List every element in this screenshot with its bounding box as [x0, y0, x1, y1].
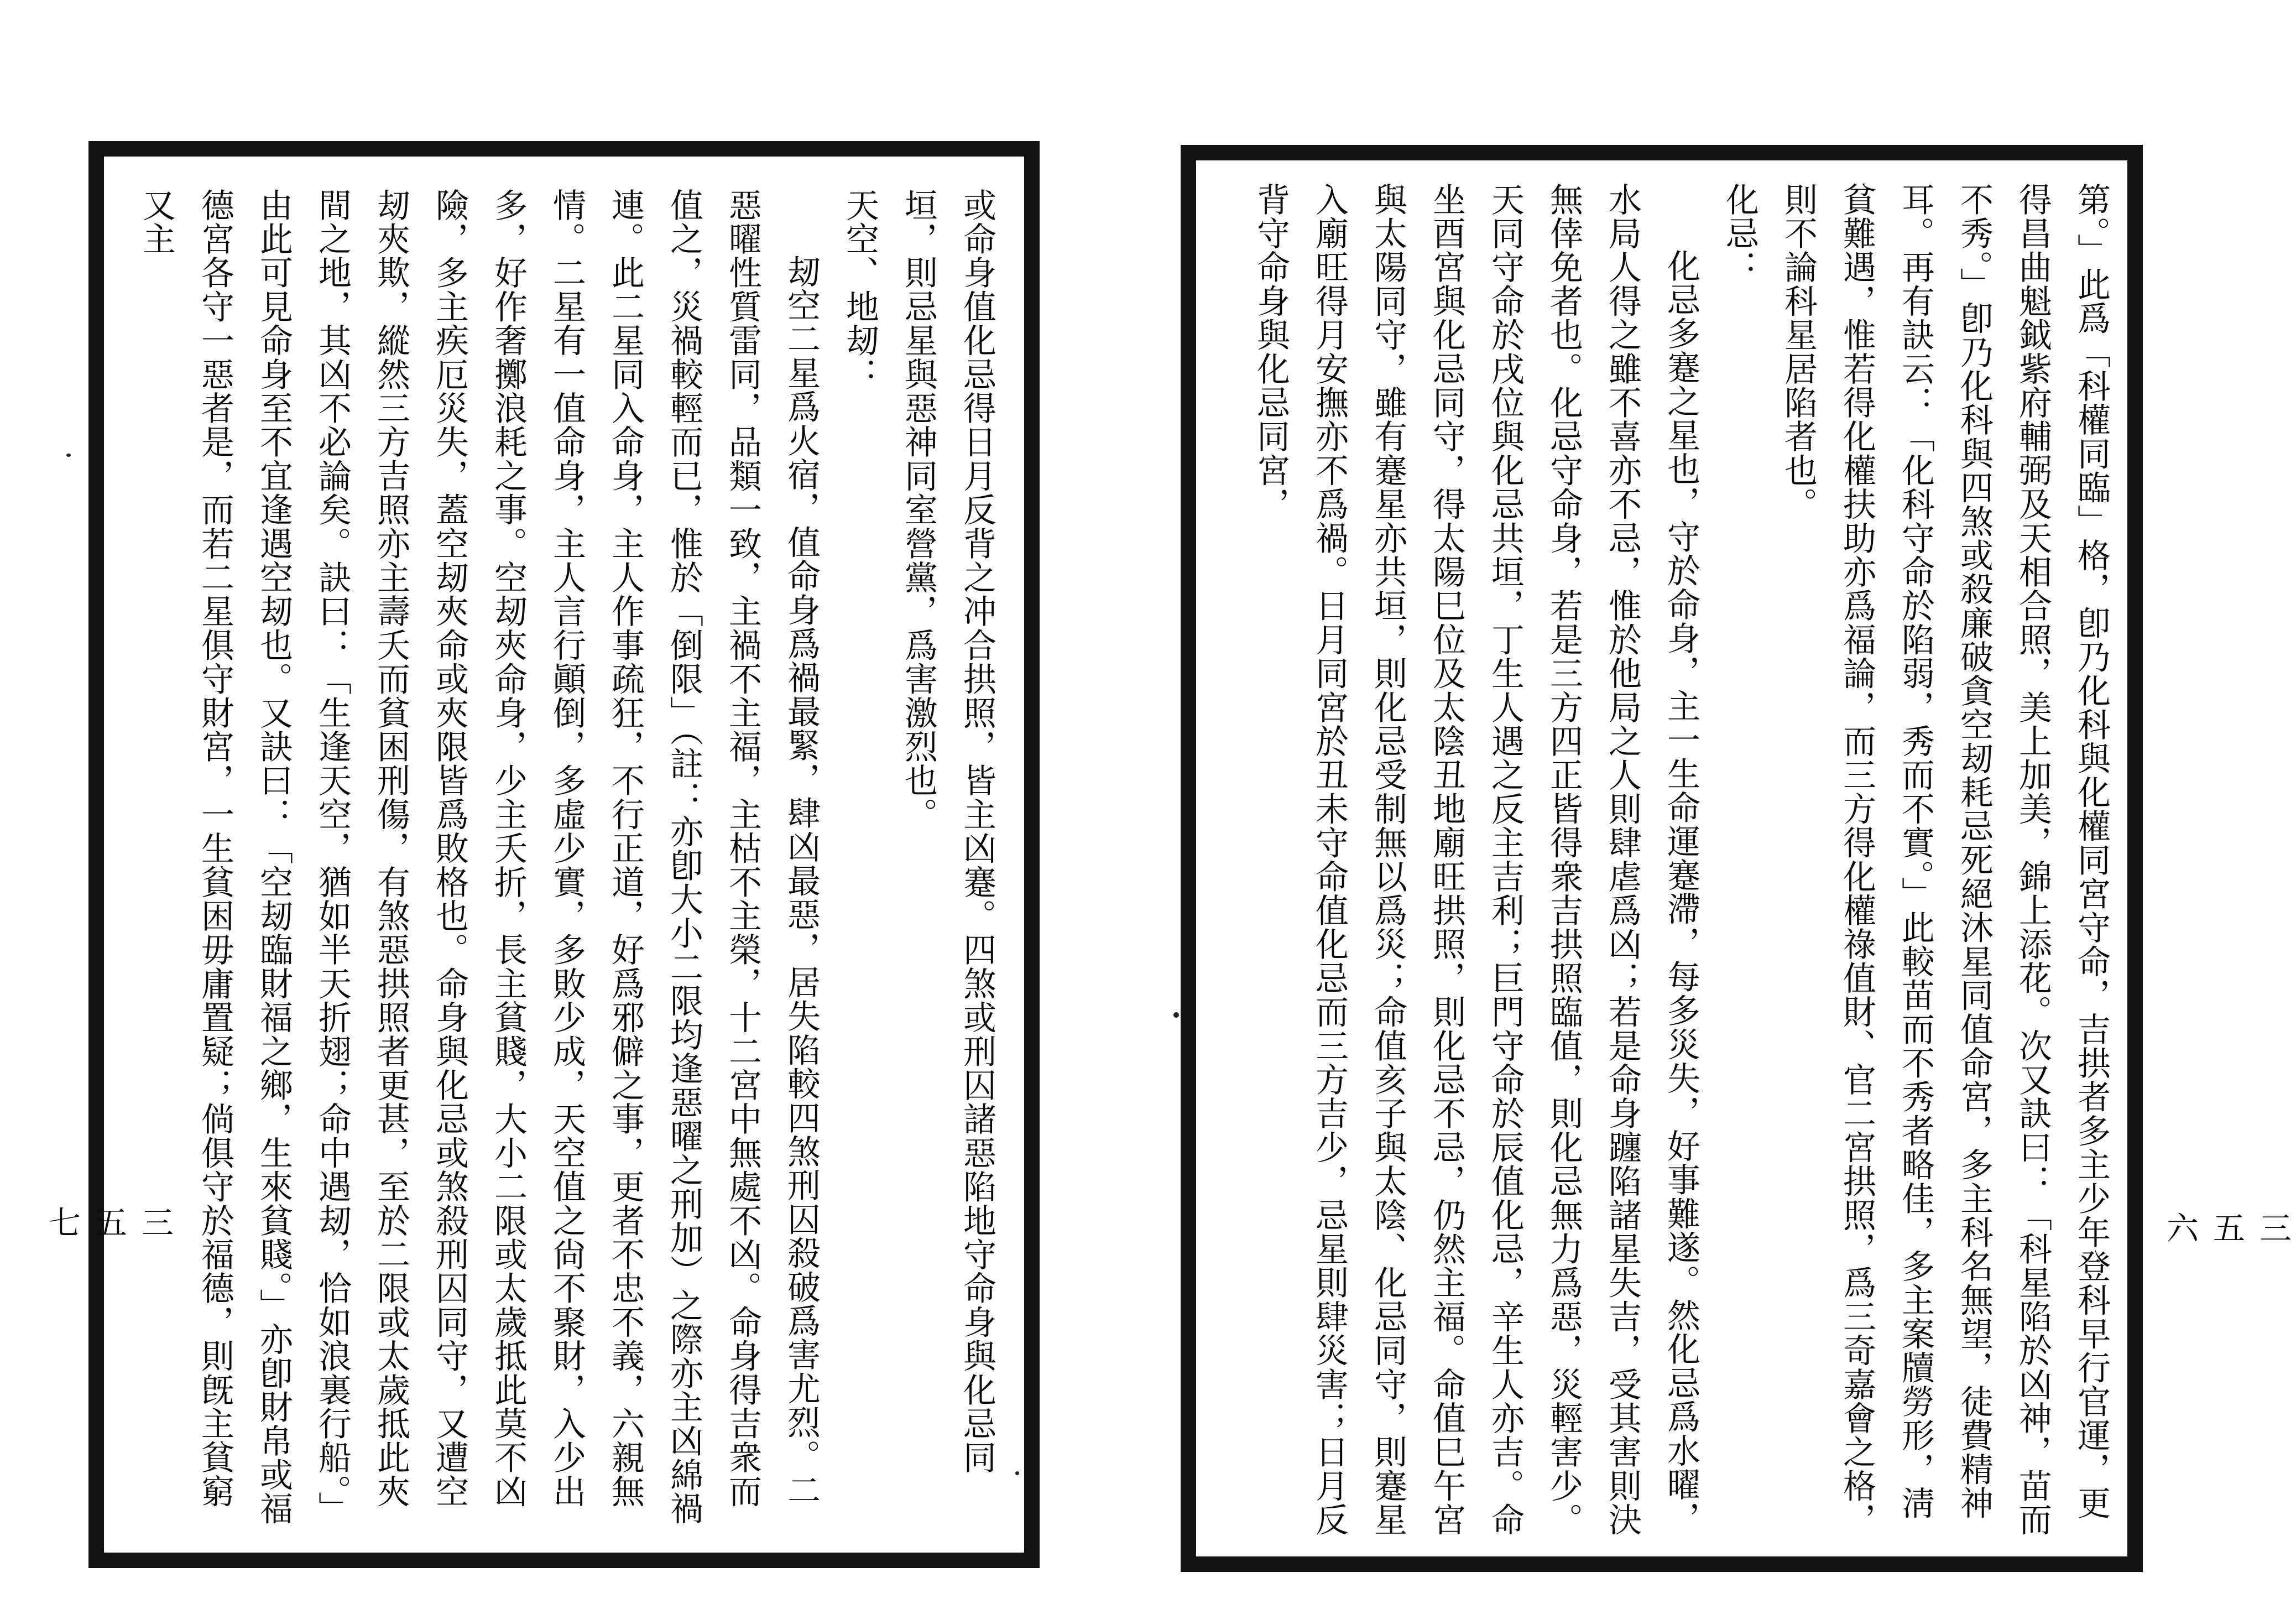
left-paragraph-1: 或命身值化忌得日月反背之冲合拱照，皆主凶蹇。四煞或刑囚諸惡陷地守命身與化忌同垣，則忌星與惡神同室營黨，爲害激烈也。 [899, 188, 996, 1475]
scan-speck [1173, 1012, 1179, 1018]
right-section-heading: 化忌： [1720, 183, 1759, 284]
scan-speck [1015, 1471, 1019, 1475]
scan-speck [66, 454, 71, 457]
left-section-paragraph-1: 刼空二星爲火宿，值命身爲禍最緊，肆凶最惡，居失陷較四煞刑囚殺破爲害尤烈。二惡曜性質雷同，品類一致，主禍不主福，主枯不主榮，十二宮中無處不凶。命身得吉衆而值之，災禍較輕而已，惟於「倒限」（註：亦卽大小二限均逢惡曜之刑加）之際亦主凶綿禍連。此二星同入命身，主人作事疏狂，不行正道，好爲邪僻之事，更者不忠不義，六親無情。二星有一值命身，主人言行顚倒，多虛少實，多敗少成，天空值之尙不聚財，入少出多，好作奢擲浪耗之事。空刼夾命身，少主夭折，長主貧賤，大小二限或太歲抵此莫不凶險，多主疾厄災失，蓋空刼夾命或夾限皆爲敗格也。命身與化忌或煞殺刑囚同守，又遭空刼夾欺，縱然三方吉照亦主壽夭而貧困刑傷，有煞惡拱照者更甚，至於二限或太歲抵此夾間之地，其凶不必論矣。訣曰：「生逢天空，猶如半天折翅；命中遇刼，恰如浪裏行船。」由此可見命身至不宜逢遇空刼也。又訣曰：「空刼臨財福之鄉，生來貧賤。」亦卽財帛或福德宮各守一惡者是，而若二星俱守財宮，一生貧困毋庸置疑；倘俱守於福德，則旣主貧窮又主 [137, 188, 821, 1525]
right-paragraph-1: 第。」此爲「科權同臨」格，卽乃化科與化權同宮守命，吉拱者多主少年登科早行官運，更得昌曲魁鉞紫府輔弼及天相合照，美上加美，錦上添花。次又訣曰：「科星陷於凶神，苗而不秀。」卽乃化科與四煞或殺廉破貪空刼耗忌死絕沐星同值命宮，多主科名無望，徒費精神耳。再有訣云：「化科守命於陷弱，秀而不實。」此較苗而不秀者略佳，多主案牘勞形，淸貧難遇，惟若得化權扶助亦爲福論，而三方得化權祿值財、官二宮拱照，爲三奇嘉會之格，則不論科星居陷者也。 [1779, 183, 2111, 1537]
right-page-number: 三五六 [2161, 1211, 2292, 1247]
right-page-text [1251, 183, 2121, 1543]
left-page-number: 三五七 [43, 1206, 174, 1241]
left-page-text [137, 188, 1006, 1538]
right-section-paragraph-1: 化忌多蹇之星也，守於命身，主一生命運蹇滯，每多災失，好事難遂。然化忌爲水曜，水局人得之雖不喜亦不忌，惟於他局之人則肆虐爲凶；若是命身躔陷諸星失吉，受其害則決無倖免者也。化忌守命身，若是三方四正皆得衆吉拱照臨值，則化忌無力爲惡，災輕害少。天同守命於戌位與化忌共垣，丁生人遇之反主吉利；巨門守命於辰值化忌，辛生人亦吉。命坐酉宮與化忌同守，得太陽巳位及太陰丑地廟旺拱照，則化忌不忌，仍然主福。命值巳午宮與太陽同守，雖有蹇星亦共垣，則化忌受制無以爲災；命值亥子與太陰、化忌同守，則蹇星入廟旺得月安撫亦不爲禍。日月同宮於丑未守命值化忌而三方吉少，忌星則肆災害；日月反背守命身與化忌同宮， [1251, 183, 1700, 1537]
left-section-heading: 天空、地刼： [841, 188, 879, 392]
